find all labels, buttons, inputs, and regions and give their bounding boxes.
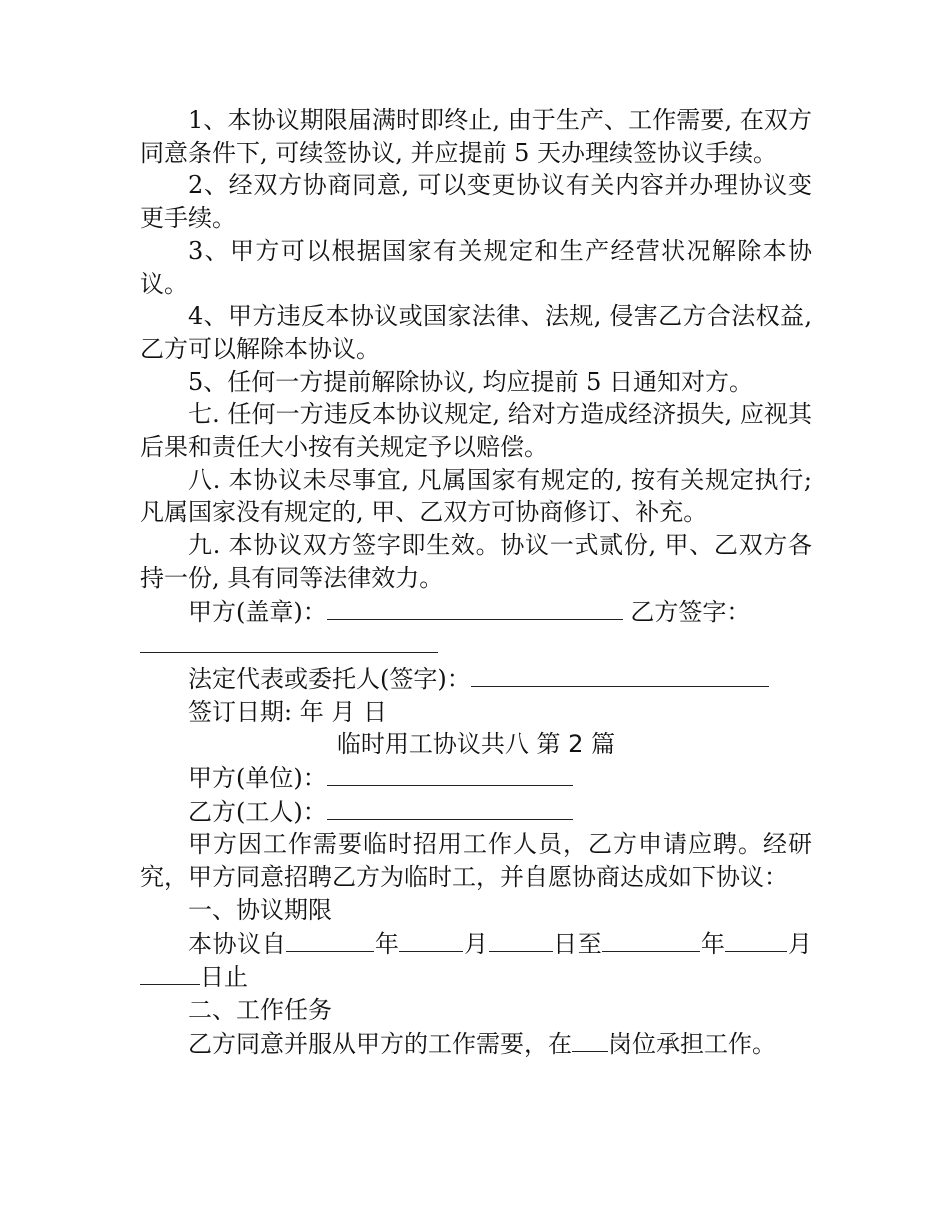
term-end-label: 日止	[200, 963, 248, 992]
term-day2-blank[interactable]	[140, 960, 200, 985]
intro-paragraph: 甲方因工作需要临时招用工作人员，乙方申请应聘。经研究，甲方同意招聘乙方为临时工，并自愿协商达成如下协议：	[140, 830, 812, 892]
paragraph-4: 4、甲方违反本协议或国家法律、法规, 侵害乙方合法权益, 乙方可以解除本协议。	[140, 302, 812, 363]
task-suffix: 岗位承担工作。	[608, 1029, 776, 1058]
party-b-worker-blank[interactable]	[327, 795, 573, 820]
term-day-to-label: 日至	[552, 929, 603, 958]
task-prefix: 乙方同意并服从甲方的工作需要，在	[188, 1029, 572, 1058]
party-b-sign-label: 乙方签字：	[630, 597, 751, 626]
term-month2-label: 月	[787, 929, 813, 958]
paragraph-8: 八. 本协议未尽事宜, 凡属国家有规定的, 按有关规定执行; 凡属国家没有规定的, 甲、乙双方可协商修订、补充。	[140, 465, 812, 527]
section-title: 临时用工协议共八 第 2 篇	[336, 730, 616, 759]
legal-rep-line	[140, 662, 812, 696]
term-month2-blank[interactable]	[725, 927, 787, 952]
party-a-seal-label: 甲方(盖章)：	[188, 597, 327, 626]
clause-2-title: 二、工作任务	[188, 995, 332, 1024]
clause-1-title: 一、协议期限	[188, 895, 332, 924]
paragraph-5: 5、任何一方提前解除协议, 均应提前 5 日通知对方。	[188, 367, 754, 396]
task-position-blank[interactable]	[572, 1027, 608, 1052]
term-prefix: 本协议自	[188, 929, 287, 958]
signature-line	[140, 595, 812, 629]
paragraph-1: 1、本协议期限届满时即终止, 由于生产、工作需要, 在双方同意条件下, 可续签协议, 并应提前 5 天办理续签协议手续。	[140, 106, 812, 167]
document-page	[140, 104, 812, 1060]
task-line	[140, 1027, 812, 1061]
term-line	[140, 927, 812, 994]
party-b-worker-label: 乙方(工人)：	[188, 797, 327, 826]
party-b-worker-line	[140, 795, 812, 829]
paragraph-3: 3、甲方可以根据国家有关规定和生产经营状况解除本协议。	[140, 236, 812, 298]
party-a-unit-blank[interactable]	[327, 761, 573, 786]
party-b-sign-blank[interactable]	[140, 628, 438, 653]
term-year2-label: 年	[700, 929, 726, 958]
term-month-blank[interactable]	[399, 927, 463, 952]
legal-rep-blank[interactable]	[471, 662, 769, 687]
term-year-label: 年	[374, 929, 400, 958]
sign-date: 签订日期: 年 月 日	[188, 697, 387, 726]
paragraph-2: 2、经双方协商同意, 可以变更协议有关内容并办理协议变更手续。	[140, 171, 812, 233]
term-month-label: 月	[463, 929, 489, 958]
legal-rep-label: 法定代表或委托人(签字)：	[188, 664, 471, 693]
paragraph-9: 九. 本协议双方签字即生效。协议一式贰份, 甲、乙双方各持一份, 具有同等法律效力。	[140, 531, 812, 592]
party-a-seal-blank[interactable]	[327, 595, 623, 620]
term-year-blank[interactable]	[286, 927, 374, 952]
paragraph-7: 七. 任何一方违反本协议规定, 给对方造成经济损失, 应视其后果和责任大小按有关规定予以赔偿。	[140, 400, 812, 462]
term-year2-blank[interactable]	[602, 927, 700, 952]
party-a-unit-label: 甲方(单位)：	[188, 764, 327, 793]
party-a-unit-line	[140, 761, 812, 795]
term-day-blank[interactable]	[489, 927, 553, 952]
